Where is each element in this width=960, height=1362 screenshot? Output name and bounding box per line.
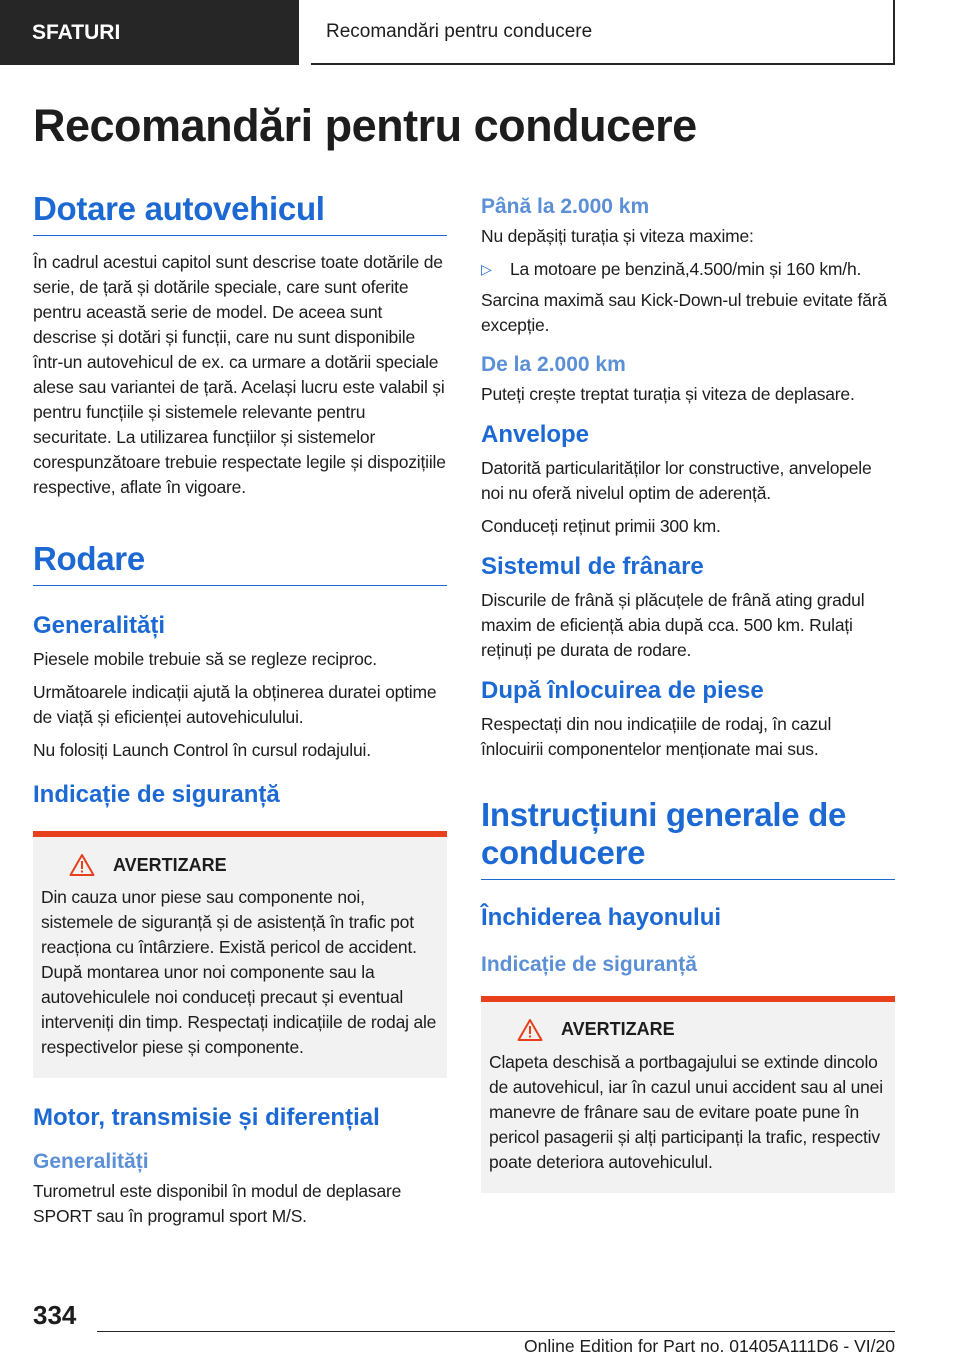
- page-number: 334: [33, 1300, 77, 1330]
- subsubsection-title-dela: De la 2.000 km: [481, 353, 626, 377]
- paragraph-dela: Puteți crește treptat turația și viteza de deplasare.: [481, 384, 855, 405]
- footer-edition: Online Edition for Part no. 01405A111D6 - VI/20: [524, 1336, 895, 1356]
- subsection-title-dupa: După înlocuirea de piese: [481, 676, 764, 704]
- subsection-title-franare: Sistemul de frânare: [481, 553, 704, 581]
- paragraph-pana-intro: Nu depășiți turația și viteza maxime:: [481, 226, 754, 247]
- subsection-title-generalitati: Generalități: [33, 611, 166, 639]
- warning-header: [41, 853, 439, 877]
- warning-label: AVERTIZARE: [561, 1019, 675, 1040]
- paragraph-pana: Sarcina maximă sau Kick-Down-ul trebuie evitate fără excepție.: [481, 290, 887, 336]
- header-section: SFATURI: [0, 0, 299, 65]
- paragraph-dotare: În cadrul acestui capitol sunt descrise toate dotările de serie, de țară și dotările speciale, care sunt oferite pentru această serie de model. De aceea sunt descrise și dotări și funcții, care nu sunt disponibile într-un autovehicul de ex. ca urmare a dotării speciale alese sau variantei de țară. Același lucru este valabil și pentru funcțiile și sistemele relevante pentru securitate. La utilizarea funcțiilor și sistemelor corespunzătoare trebuie respectate legile și dispozițiile respective, aflate în vigoare.: [33, 251, 446, 497]
- warning-text: Din cauza unor piese sau componente noi, sistemele de siguranță și de asistență în trafic pot reacționa cu întârziere. Există pericol de accident. După montarea unor noi componente sau la autovehiculele noi conduceți precaut și eventual interveniți din timp. Respectați indicațiile de rodaj ale respectivelor piese și componente.: [41, 887, 437, 1058]
- subsubsection-title-generalitati: Generalități: [33, 1150, 149, 1174]
- paragraph-anvelope-1: Datorită particularităților lor constructive, anvelopele noi nu oferă nivelul optim de aderență.: [481, 458, 872, 504]
- paragraph-generalitati-2: Următoarele indicații ajută la obținerea duratei optime de viață și eficienței autovehiculului.: [33, 681, 437, 727]
- warning-triangle-icon: [69, 853, 95, 877]
- paragraph-generalitati-1: Piesele mobile trebuie să se regleze reciproc.: [33, 648, 377, 669]
- warning-box-hayon: [481, 996, 895, 1193]
- subsubsection-title-hayon-indicatie: Indicație de siguranță: [481, 953, 697, 977]
- section-title-rodare: Rodare: [33, 540, 447, 586]
- warning-box-rodare: [33, 831, 447, 1078]
- paragraph-motor: Turometrul este disponibil în modul de deplasare SPORT sau în programul sport M/S.: [33, 1181, 402, 1227]
- page-title: Recomandări pentru conducere: [33, 100, 697, 151]
- section-title-instructiuni: Instrucțiuni generale de conducere: [481, 796, 895, 880]
- subsection-title-hayon: Închiderea hayonului: [481, 903, 722, 931]
- left-column: [33, 190, 447, 1237]
- footer-divider: [97, 1331, 895, 1332]
- triangle-bullet-icon: ▷: [481, 261, 492, 278]
- warning-triangle-icon: [517, 1018, 543, 1042]
- list-item-text: La motoare pe benzină,4.500/min și 160 km/h.: [510, 259, 862, 280]
- list-item: [481, 257, 895, 282]
- paragraph-franare: Discurile de frână și plăcuțele de frână ating gradul maxim de eficiență abia după cca. 500 km. Rulați reținuți pe durata de rodare.: [481, 589, 865, 660]
- paragraph-generalitati-3: Nu folosiți Launch Control în cursul rodajului.: [33, 739, 371, 760]
- subsection-title-motor: Motor, transmisie și diferențial: [33, 1104, 380, 1132]
- paragraph-anvelope-2: Conduceți reținut primii 300 km.: [481, 516, 721, 537]
- right-column: [481, 190, 895, 1193]
- warning-text: Clapeta deschisă a portbagajului se extinde dincolo de autovehicul, iar în cazul unui accident sau al unei manevre de frânare sau de evitare poate pune în pericol pasagerii și alți participanți la trafic, respectiv poate deteriora autovehiculul.: [489, 1051, 883, 1172]
- warning-header: [489, 1018, 887, 1042]
- subsection-title-indicatie: Indicație de siguranță: [33, 780, 280, 808]
- paragraph-dupa: Respectați din nou indicațiile de rodaj, în cazul înlocuirii componentelor menționate mai sus.: [481, 713, 832, 759]
- section-title-dotare: Dotare autovehicul: [33, 190, 447, 236]
- subsection-title-anvelope: Anvelope: [481, 421, 590, 449]
- bullet-list: [481, 257, 895, 282]
- warning-label: AVERTIZARE: [113, 854, 227, 875]
- subsubsection-title-pana: Până la 2.000 km: [481, 195, 650, 218]
- header-chapter: Recomandări pentru conducere: [311, 0, 895, 65]
